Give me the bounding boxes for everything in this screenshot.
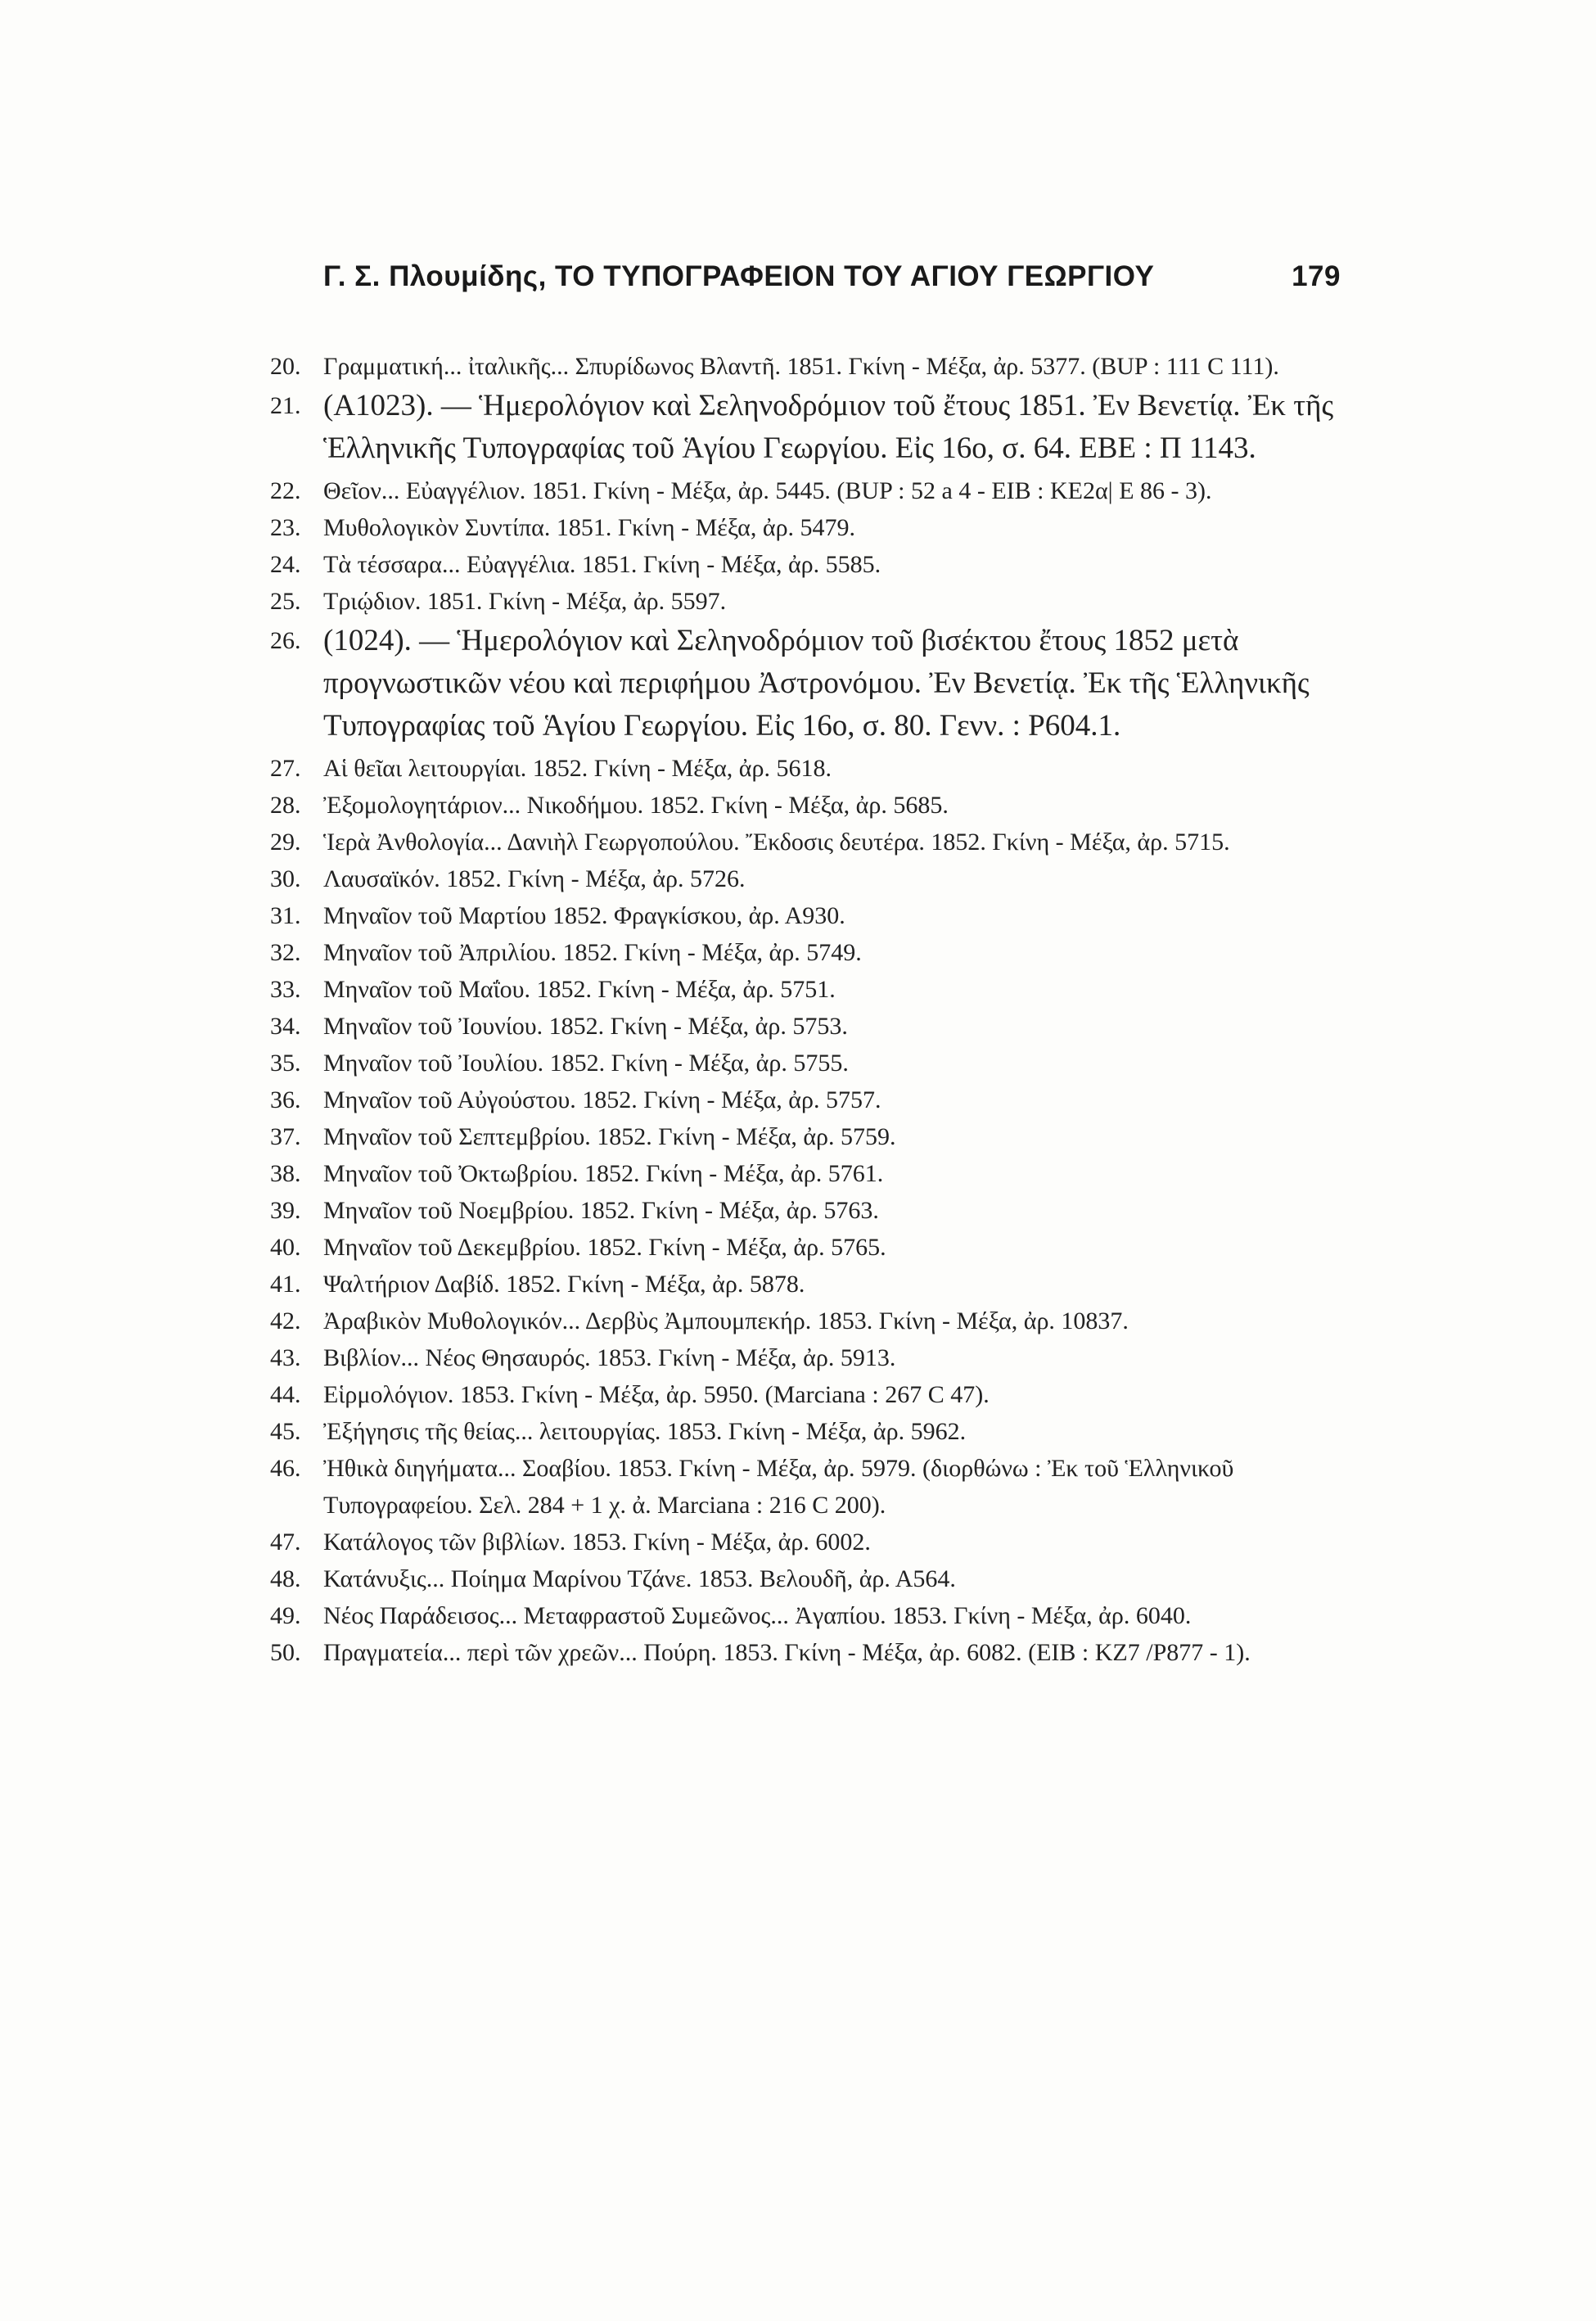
catalogue-entries — [270, 348, 1342, 1671]
catalogue-entry — [270, 1118, 1342, 1155]
entry-text: Θεῖον... Εὐαγγέλιον. 1851. Γκίνη - Μέξα, ἀρ. 5445. (BUP : 52 a 4 - ΕΙΒ : ΚΕ2α| Ε 86 - 3). — [323, 477, 1212, 504]
catalogue-entry — [270, 824, 1342, 860]
entry-number: 36. — [270, 1086, 301, 1113]
entry-text: Μηναῖον τοῦ Ἰουλίου. 1852. Γκίνη - Μέξα, ἀρ. 5755. — [323, 1050, 849, 1077]
entry-text: Εἱρμολόγιον. 1853. Γκίνη - Μέξα, ἀρ. 5950. (Marciana : 267 C 47). — [323, 1381, 990, 1408]
entry-number: 50. — [270, 1639, 301, 1666]
entry-text: Μυθολογικὸν Συντίπα. 1851. Γκίνη - Μέξα, ἀρ. 5479. — [323, 514, 856, 541]
entry-text: Λαυσαϊκόν. 1852. Γκίνη - Μέξα, ἀρ. 5726. — [323, 865, 746, 892]
catalogue-entry — [270, 787, 1342, 824]
entry-text: (Α1023). — Ἡμερολόγιον καὶ Σεληνοδρόμιον τοῦ ἔτους 1851. Ἐν Βενετίᾳ. Ἐκ τῆς Ἑλληνικῆς Τυπογραφίας τοῦ Ἁγίου Γεωργίου. Εἰς 16ο, σ. 64. ΕΒΕ : Π 1143. — [323, 389, 1334, 465]
catalogue-entry — [270, 750, 1342, 787]
entry-text: (1024). — Ἡμερολόγιον καὶ Σεληνοδρόμιον τοῦ βισέκτου ἔτους 1852 μετὰ προγνωστικῶν νέου καὶ περιφήμου Ἀστρονόμου. Ἐν Βενετίᾳ. Ἐκ τῆς Ἑλληνικῆς Τυπογραφίας τοῦ Ἁγίου Γεωργίου. Εἰς 16ο, σ. 80. Γενν. : Ρ604.1. — [323, 624, 1310, 743]
entry-number: 35. — [270, 1050, 301, 1077]
entry-text: Μηναῖον τοῦ Ἀπριλίου. 1852. Γκίνη - Μέξα, ἀρ. 5749. — [323, 939, 862, 966]
catalogue-entry — [270, 897, 1342, 934]
entry-text: Ψαλτήριον Δαβίδ. 1852. Γκίνη - Μέξα, ἀρ. 5878. — [323, 1271, 805, 1298]
catalogue-entry — [270, 1450, 1342, 1524]
entry-text: Μηναῖον τοῦ Μαρτίου 1852. Φραγκίσκου, ἀρ. Α930. — [323, 902, 845, 929]
entry-text: Μηναῖον τοῦ Μαΐου. 1852. Γκίνη - Μέξα, ἀρ. 5751. — [323, 976, 836, 1003]
entry-text: Πραγματεία... περὶ τῶν χρεῶν... Πούρη. 1853. Γκίνη - Μέξα, ἀρ. 6082. (ΕΙΒ : ΚΖ7 /Ρ877 - 1). — [323, 1639, 1251, 1666]
entry-number: 30. — [270, 865, 301, 892]
entry-number: 38. — [270, 1160, 301, 1187]
entry-number: 21. — [270, 392, 301, 419]
entry-text: Ἐξομολογητάριον... Νικοδήμου. 1852. Γκίνη - Μέξα, ἀρ. 5685. — [323, 792, 949, 819]
catalogue-entry — [270, 971, 1342, 1008]
entry-number: 48. — [270, 1565, 301, 1592]
catalogue-entry — [270, 472, 1342, 509]
entry-number: 23. — [270, 514, 301, 541]
entry-number: 42. — [270, 1307, 301, 1334]
entry-number: 33. — [270, 976, 301, 1003]
catalogue-entry — [270, 348, 1342, 385]
catalogue-entry — [270, 1376, 1342, 1413]
catalogue-entry — [270, 1229, 1342, 1266]
entry-text: Μηναῖον τοῦ Αὐγούστου. 1852. Γκίνη - Μέξα, ἀρ. 5757. — [323, 1086, 881, 1113]
catalogue-entry — [270, 620, 1342, 747]
catalogue-entry — [270, 1413, 1342, 1450]
entry-text: Μηναῖον τοῦ Σεπτεμβρίου. 1852. Γκίνη - Μέξα, ἀρ. 5759. — [323, 1123, 896, 1150]
entry-number: 40. — [270, 1234, 301, 1261]
entry-number: 20. — [270, 353, 301, 380]
entry-text: Κατάνυξις... Ποίημα Μαρίνου Τζάνε. 1853. Βελουδῆ, ἀρ. Α564. — [323, 1565, 956, 1592]
entry-number: 27. — [270, 755, 301, 782]
entry-number: 28. — [270, 792, 301, 819]
entry-text: Μηναῖον τοῦ Ὀκτωβρίου. 1852. Γκίνη - Μέξα, ἀρ. 5761. — [323, 1160, 884, 1187]
entry-number: 29. — [270, 829, 301, 856]
catalogue-entry — [270, 860, 1342, 897]
entry-number: 49. — [270, 1602, 301, 1629]
entry-number: 46. — [270, 1455, 301, 1482]
entry-text: Μηναῖον τοῦ Δεκεμβρίου. 1852. Γκίνη - Μέξα, ἀρ. 5765. — [323, 1234, 886, 1261]
catalogue-entry — [270, 1339, 1342, 1376]
entry-number: 37. — [270, 1123, 301, 1150]
entry-text: Ἱερὰ Ἀνθολογία... Δανιὴλ Γεωργοπούλου. Ἔκδοσις δευτέρα. 1852. Γκίνη - Μέξα, ἀρ. 5715. — [323, 829, 1230, 856]
entry-text: Αἱ θεῖαι λειτουργίαι. 1852. Γκίνη - Μέξα, ἀρ. 5618. — [323, 755, 832, 782]
entry-text: Ἀραβικὸν Μυθολογικόν... Δερβὺς Ἀμπουμπεκήρ. 1853. Γκίνη - Μέξα, ἀρ. 10837. — [323, 1307, 1129, 1334]
entry-text: Γραμματική... ἰταλικῆς... Σπυρίδωνος Βλαντῆ. 1851. Γκίνη - Μέξα, ἀρ. 5377. (BUP : 111 C 111). — [323, 353, 1279, 380]
catalogue-entry — [270, 934, 1342, 971]
entry-number: 34. — [270, 1013, 301, 1040]
entry-text: Μηναῖον τοῦ Νοεμβρίου. 1852. Γκίνη - Μέξα, ἀρ. 5763. — [323, 1197, 879, 1224]
entry-number: 24. — [270, 551, 301, 578]
catalogue-entry — [270, 1634, 1342, 1671]
entry-number: 31. — [270, 902, 301, 929]
catalogue-entry — [270, 1560, 1342, 1597]
catalogue-entry — [270, 1155, 1342, 1192]
entry-text: Ἐξήγησις τῆς θείας... λειτουργίας. 1853. Γκίνη - Μέξα, ἀρ. 5962. — [323, 1418, 967, 1445]
entry-number: 44. — [270, 1381, 301, 1408]
entry-number: 22. — [270, 477, 301, 504]
entry-text: Μηναῖον τοῦ Ἰουνίου. 1852. Γκίνη - Μέξα, ἀρ. 5753. — [323, 1013, 848, 1040]
catalogue-entry — [270, 1081, 1342, 1118]
entry-number: 41. — [270, 1271, 301, 1298]
catalogue-entry — [270, 1045, 1342, 1081]
entry-text: Τριῴδιον. 1851. Γκίνη - Μέξα, ἀρ. 5597. — [323, 588, 727, 615]
catalogue-entry — [270, 1597, 1342, 1634]
catalogue-entry — [270, 1303, 1342, 1339]
entry-text: Τὰ τέσσαρα... Εὐαγγέλια. 1851. Γκίνη - Μέξα, ἀρ. 5585. — [323, 551, 881, 578]
catalogue-entry — [270, 1266, 1342, 1303]
catalogue-entry — [270, 1192, 1342, 1229]
entry-number: 45. — [270, 1418, 301, 1445]
catalogue-entry — [270, 546, 1342, 583]
page-number: 179 — [1292, 260, 1341, 292]
entry-number: 25. — [270, 588, 301, 615]
entry-number: 47. — [270, 1529, 301, 1556]
entry-text: Κατάλογος τῶν βιβλίων. 1853. Γκίνη - Μέξα, ἀρ. 6002. — [323, 1529, 871, 1556]
entry-number: 39. — [270, 1197, 301, 1224]
catalogue-entry — [270, 385, 1342, 470]
entry-number: 26. — [270, 627, 301, 654]
entry-text: Βιβλίον... Νέος Θησαυρός. 1853. Γκίνη - Μέξα, ἀρ. 5913. — [323, 1344, 896, 1371]
catalogue-entry — [270, 1008, 1342, 1045]
entry-text: Νέος Παράδεισος... Μεταφραστοῦ Συμεῶνος... Ἀγαπίου. 1853. Γκίνη - Μέξα, ἀρ. 6040. — [323, 1602, 1192, 1629]
entry-number: 32. — [270, 939, 301, 966]
catalogue-entry — [270, 1524, 1342, 1560]
catalogue-entry — [270, 509, 1342, 546]
catalogue-entry — [270, 583, 1342, 620]
entry-text: Ἠθικὰ διηγήματα... Σοαβίου. 1853. Γκίνη - Μέξα, ἀρ. 5979. (διορθώνω : Ἐκ τοῦ Ἑλληνικοῦ Τυπογραφείου. Σελ. 284 + 1 χ. ἀ. Marciana : 216 C 200). — [323, 1455, 1234, 1519]
header-title: Γ. Σ. Πλουμίδης, ΤΟ ΤΥΠΟΓΡΑΦΕΙΟΝ ΤΟΥ ΑΓΙΟΥ ΓΕΩΡΓΙΟΥ — [323, 260, 1155, 292]
entry-number: 43. — [270, 1344, 301, 1371]
running-header — [323, 260, 1342, 306]
